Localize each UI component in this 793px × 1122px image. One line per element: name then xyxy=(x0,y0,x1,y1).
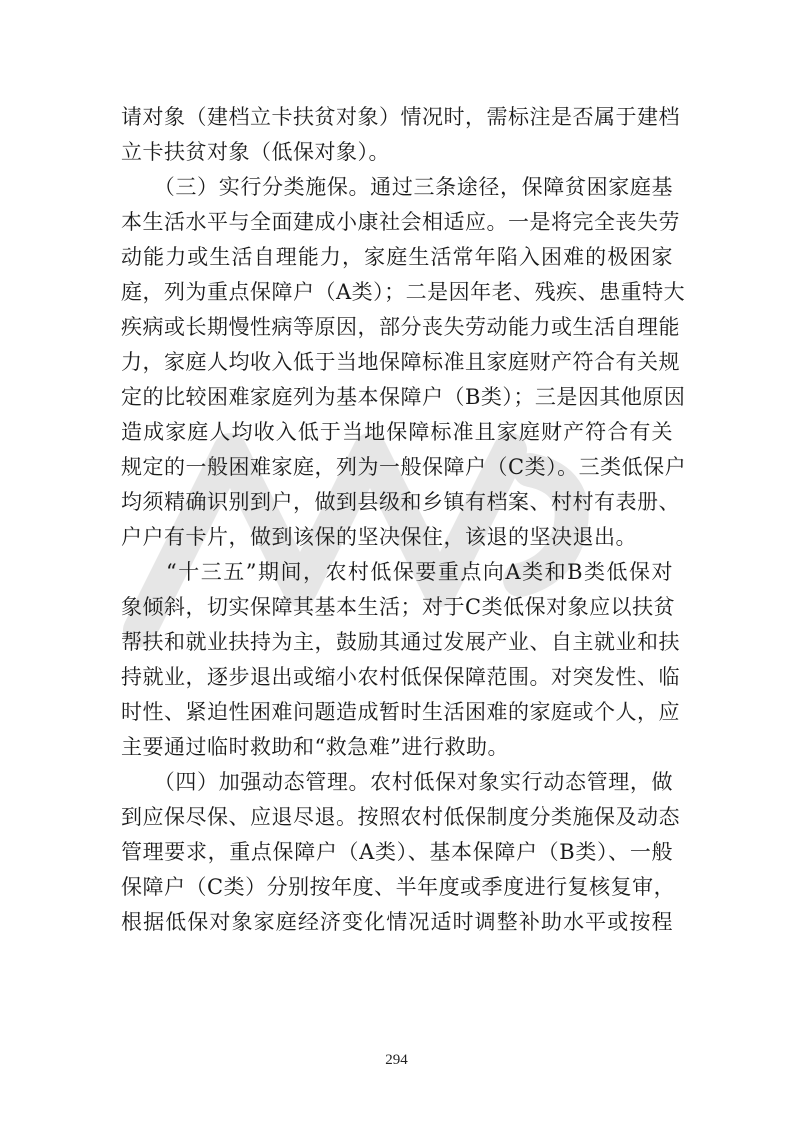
text-line: 力，家庭人均收入低于当地保障标准且家庭财产符合有关规 xyxy=(121,350,680,374)
text-line: 均须精确识别到户，做到县级和乡镇有档案、村村有表册、 xyxy=(121,490,680,514)
body-text xyxy=(121,100,687,940)
text-line: 造成家庭人均收入低于当地保障标准且家庭财产符合有关 xyxy=(121,420,673,444)
text-line: 规定的一般困难家庭，列为一般保障户（C类）。三类低保户 xyxy=(121,455,687,479)
text-line: 户户有卡片，做到该保的坚决保住，该退的坚决退出。 xyxy=(121,525,637,549)
text-line: （四）加强动态管理。农村低保对象实行动态管理，做 xyxy=(121,770,673,794)
text-line: 动能力或生活自理能力，家庭生活常年陷入困难的极困家 xyxy=(121,245,673,269)
text-line: （三）实行分类施保。通过三条途径，保障贫困家庭基 xyxy=(121,175,673,199)
text-line: 立卡扶贫对象（低保对象）。 xyxy=(121,140,390,164)
text-line: 帮扶和就业扶持为主，鼓励其通过发展产业、自主就业和扶 xyxy=(121,630,680,654)
page-number: 294 xyxy=(385,1052,408,1068)
text-line: 持就业，逐步退出或缩小农村低保保障范围。对突发性、临 xyxy=(121,665,680,689)
text-line: 到应保尽保、应退尽退。按照农村低保制度分类施保及动态 xyxy=(121,805,680,829)
text-line: 保障户（C类）分别按年度、半年度或季度进行复核复审， xyxy=(121,875,676,899)
text-line: 本生活水平与全面建成小康社会相适应。一是将完全丧失劳 xyxy=(121,210,680,234)
text-line: 根据低保对象家庭经济变化情况适时调整补助水平或按程 xyxy=(121,910,673,934)
text-line: 请对象（建档立卡扶贫对象）情况时，需标注是否属于建档 xyxy=(121,105,680,129)
text-line: 庭，列为重点保障户（A类）；二是因年老、残疾、患重特大 xyxy=(121,280,686,304)
text-line: 管理要求，重点保障户（A类）、基本保障户（B类）、一般 xyxy=(121,840,673,864)
text-line: 主要通过临时救助和“救急难”进行救助。 xyxy=(121,735,509,759)
text-line: 定的比较困难家庭列为基本保障户（B类）；三是因其他原因 xyxy=(121,385,686,409)
text-line: “十三五”期间，农村低保要重点向A类和B类低保对 xyxy=(121,560,673,584)
text-line: 时性、紧迫性困难问题造成暂时生活困难的家庭或个人，应 xyxy=(121,700,680,724)
text-line: 象倾斜，切实保障其基本生活；对于C类低保对象应以扶贫 xyxy=(121,595,676,619)
text-line: 疾病或长期慢性病等原因，部分丧失劳动能力或生活自理能 xyxy=(121,315,680,339)
